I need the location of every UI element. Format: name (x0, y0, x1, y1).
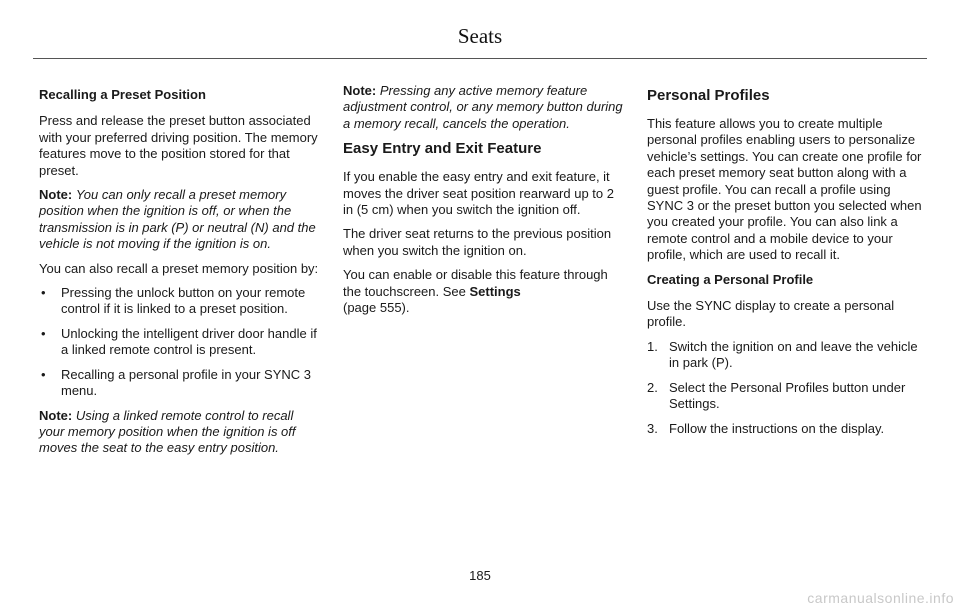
text: You can enable or disable this feature through the touchscreen. See (343, 267, 608, 299)
bullet-icon: • (41, 325, 46, 341)
step-text: Switch the ignition on and leave the vehicle in park (P). (669, 338, 918, 371)
step-text: Follow the instructions on the display. (669, 420, 885, 436)
list-item (647, 421, 928, 437)
paragraph-settings-reference (343, 267, 624, 316)
watermark: carmanualsonline.info (807, 590, 954, 606)
step-number: 1. (647, 338, 658, 354)
bullet-icon: • (41, 285, 46, 301)
bullet-icon: • (41, 366, 46, 382)
bullet-list (39, 285, 320, 399)
settings-link[interactable]: Settings (469, 283, 521, 299)
heading-easy-entry: Easy Entry and Exit Feature (343, 140, 542, 158)
paragraph: Use the SYNC display to create a personal profile. (647, 298, 895, 330)
column-middle (343, 83, 624, 324)
subheading-creating-profile: Creating a Personal Profile (647, 271, 814, 287)
column-left (39, 83, 320, 465)
page-header-title: Seats (457, 24, 503, 48)
paragraph: This feature allows you to create multiple personal profiles enabling users to personalize vehicle’s settings. You can create one profile for each preset memory seat button along with a guest profile. You can recall a profile using SYNC 3 or the preset button you selected when you created your profile. You can also link a remote control and a mobile device to your profile, which are used to recall it. (647, 116, 922, 263)
numbered-list (647, 339, 928, 437)
note (39, 408, 320, 457)
page-reference: (page 555). (343, 300, 410, 316)
note-text: You can only recall a preset memory position when the ignition is off, or when the transmission is in park (P) or neutral (N) and the vehicle is not moving if the ignition is on. (39, 187, 316, 252)
step-number: 2. (647, 379, 658, 395)
note (343, 83, 624, 132)
list-item (39, 367, 320, 400)
list-item-text: Pressing the unlock button on your remote control if it is linked to a preset position. (61, 285, 306, 317)
list-item (647, 380, 928, 413)
note-label: Note: (343, 83, 377, 98)
note (39, 187, 320, 253)
heading-personal-profiles: Personal Profiles (647, 87, 770, 104)
header-divider (33, 58, 927, 59)
list-item (39, 326, 320, 359)
list-item-text: Unlocking the intelligent driver door handle if a linked remote control is present. (61, 325, 317, 358)
list-item-text: Recalling a personal profile in your SYNC 3 menu. (61, 366, 312, 399)
note-text: Using a linked remote control to recall your memory position when the ignition is off moves the seat to the easy entry position. (39, 407, 296, 456)
list-item (647, 339, 928, 372)
step-text: Select the Personal Profiles button under Settings. (669, 379, 906, 412)
paragraph: You can also recall a preset memory position by: (39, 260, 319, 276)
paragraph: If you enable the easy entry and exit feature, it moves the driver seat position rearward up to 2 in (5 cm) when you switch the ignition off. (343, 169, 614, 218)
list-item (39, 285, 320, 318)
paragraph: Press and release the preset button associated with your preferred driving position. The memory features move to the position stored for that preset. (39, 113, 318, 178)
subheading-recalling-preset: Recalling a Preset Position (39, 87, 206, 102)
note-label: Note: (39, 187, 73, 203)
column-right (647, 83, 928, 445)
note-label: Note: (39, 407, 73, 423)
note-text: Pressing any active memory feature adjustment control, or any memory button during a memory recall, cancels the operation. (343, 83, 623, 131)
page-number: 185 (469, 568, 491, 583)
step-number: 3. (647, 420, 658, 436)
paragraph: The driver seat returns to the previous position when you switch the ignition on. (343, 226, 612, 258)
